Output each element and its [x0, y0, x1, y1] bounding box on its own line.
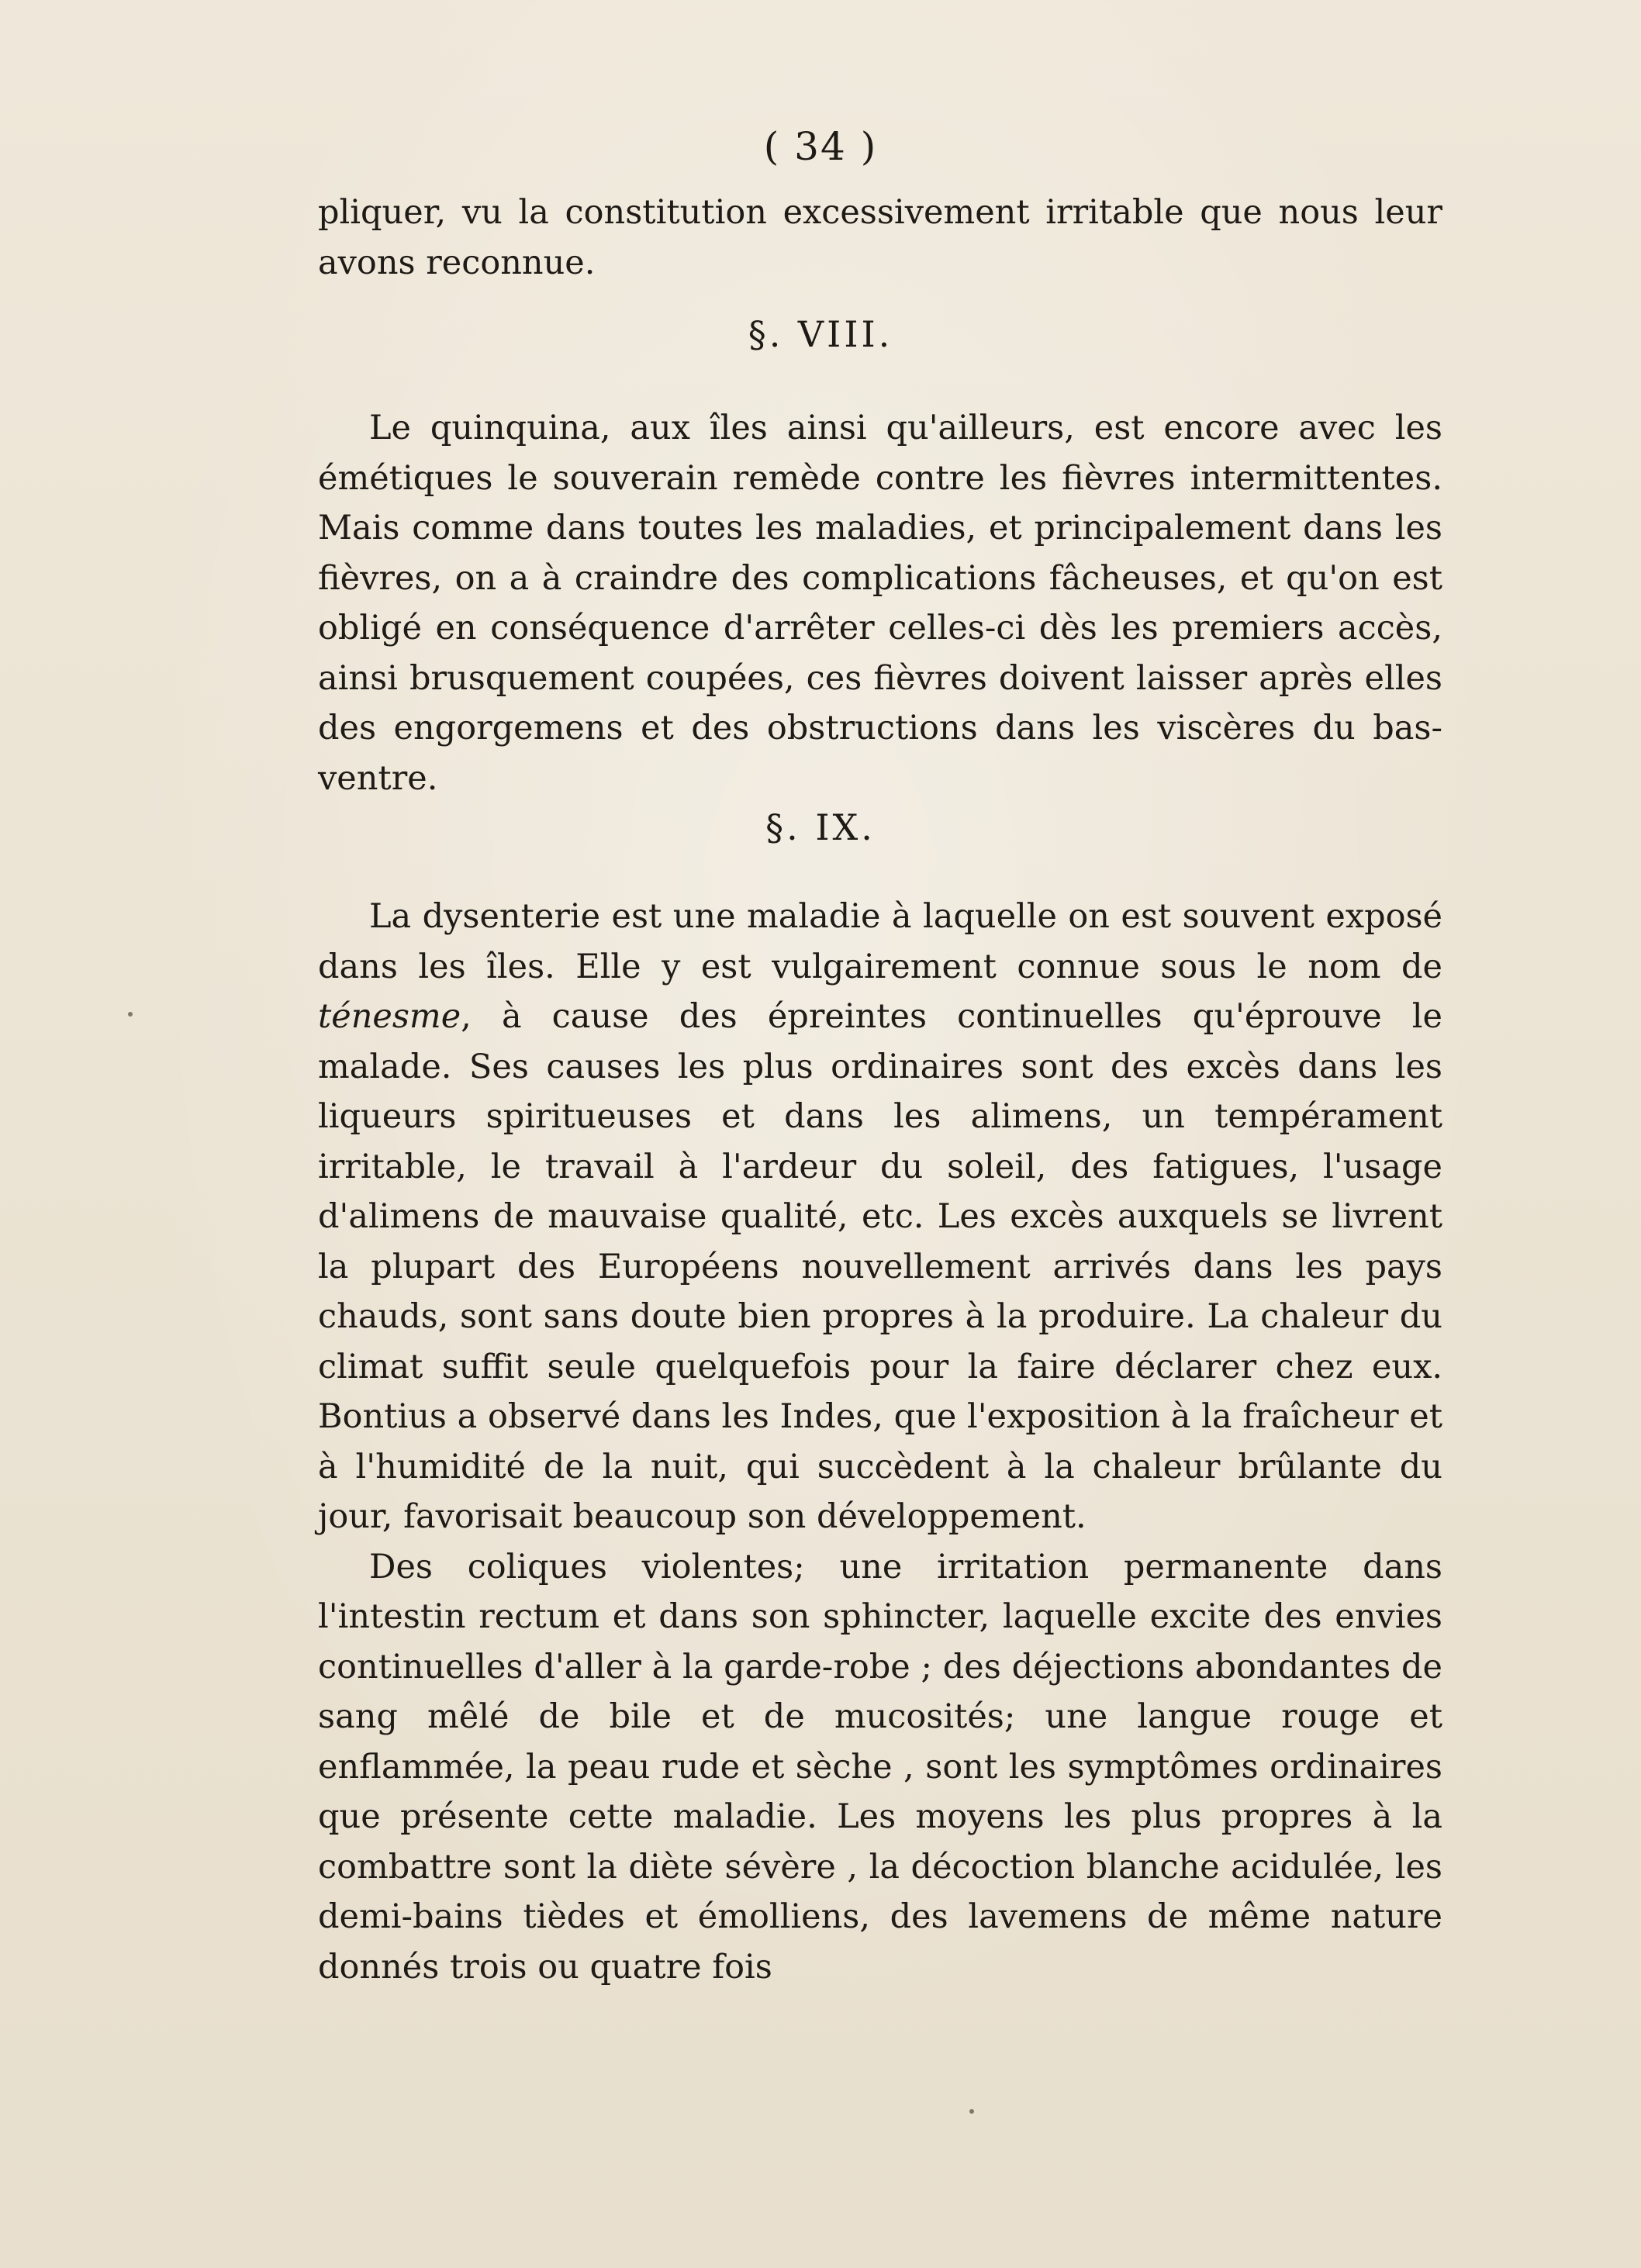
section-viii-body [318, 403, 1442, 803]
paper-speck [128, 1012, 133, 1017]
paragraph-text: La dysenterie est une maladie à laquelle on est souvent exposé dans les îles. Elle y est vulgairement connue sous le nom de [318, 897, 1442, 986]
section-heading-viii: §. VIII. [748, 313, 893, 355]
italic-term: ténesme [318, 997, 461, 1036]
page-number: ( 34 ) [763, 124, 878, 169]
section-ix-body [318, 892, 1442, 1992]
paragraph-text: , à cause des épreintes continuelles qu'éprouve le malade. Ses causes les plus ordinaires sont des excès dans les liqueurs spiritueuses et dans les alimens, un tempérament irritable, le travail à l'ardeur du soleil, des fatigues, l'usage d'alimens de mauvaise qualité, etc. Les excès auxquels se livrent la plupart des Européens nouvellement arrivés dans les pays chauds, sont sans doute bien propres à la produire. La chaleur du climat suffit seule quelquefois pour la faire déclarer chez eux. Bontius a observé dans les Indes, que l'exposition à la fraîcheur et à l'humidité de la nuit, qui succèdent à la chaleur brûlante du jour, favorisait beaucoup son développement. [318, 997, 1442, 1536]
continuation-text [318, 188, 1442, 288]
section-ix-paragraph-1 [318, 892, 1442, 1542]
section-viii-paragraph: Le quinquina, aux îles ainsi qu'ailleurs, est encore avec les émétiques le souverain remède contre les fièvres intermittentes. Mais comme dans toutes les maladies, et principalement dans les fièvres, on a à craindre des complications fâcheuses, et qu'on est obligé en conséquence d'arrêter celles-ci dès les premiers accès, ainsi brusquement coupées, ces fièvres doivent laisser après elles des engorgemens et des obstructions dans les viscères du bas-ventre. [318, 409, 1442, 798]
section-heading-ix: §. IX. [765, 806, 876, 848]
continuation-paragraph: pliquer, vu la constitution excessivement irritable que nous leur avons reconnue. [318, 193, 1442, 282]
section-ix-paragraph-2: Des coliques violentes; une irritation permanente dans l'intestin rectum et dans son sphincter, laquelle excite des envies continuelles d'aller à la garde-robe ; des déjections abondantes de sang mêlé de bile et de mucosités; une langue rouge et enflammée, la peau rude et sèche , sont les symptômes ordinaires que présente cette maladie. Les moyens les plus propres à la combattre sont la diète sévère , la décoction blanche acidulée, les demi-bains tièdes et émolliens, des lavemens de même nature donnés trois ou quatre fois [318, 1547, 1442, 1987]
paper-speck [969, 2109, 974, 2114]
